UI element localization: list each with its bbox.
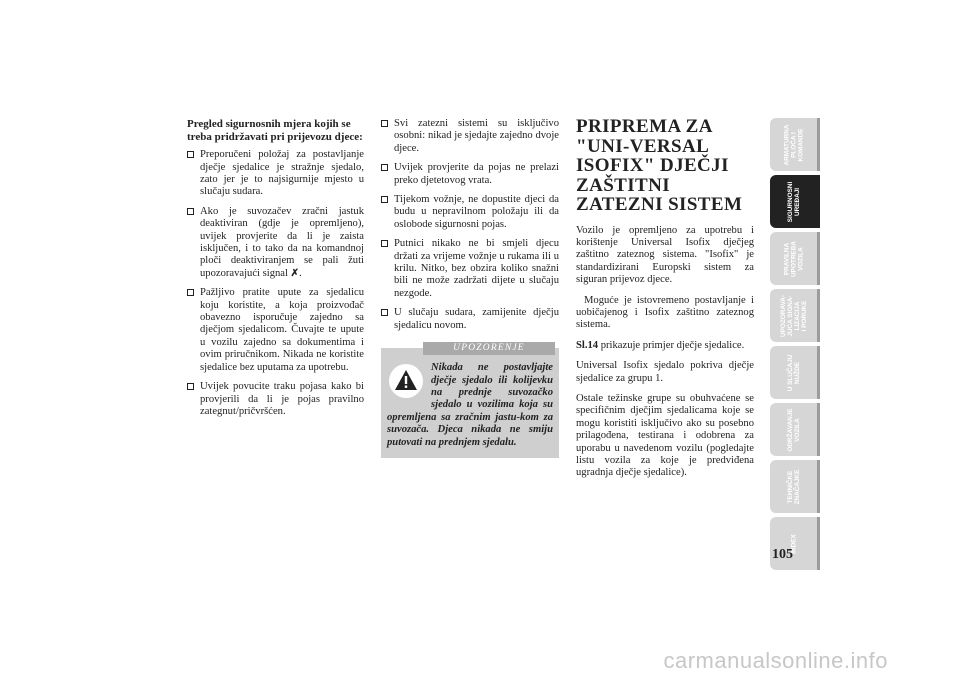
warning-label: UPOZORENJE [423,342,555,355]
list-item [187,206,364,280]
paragraph: Ostale težinske grupe su obuhvaćene se specifičnim dječjim sjedalicama koje se mogu koristiti isključivo ako su posebno prilagođena, testirana i odobrena za uporabu u navedenom vozilu (pogledajte listu vozila za koje je predviđena ugradnja dječje sjedalice). [576,392,754,479]
paragraph: Universal Isofix sjedalo pokriva dječje sjedalice za grupu 1. [576,360,754,384]
list-item: Uvijek povucite traku pojasa kako bi provjerili da li je pojas pravilno zategnut/pričvršćen. [187,381,364,418]
paragraph [576,340,754,352]
tab-instrument-panel[interactable]: ARMATURNA PLOČA I KOMANDE [770,118,820,171]
list-item: Uvijek provjerite da pojas ne prelazi preko djetetovog vrata. [381,162,559,187]
list-item-text: Ako je suvozačev zračni jastuk deaktiviran (gdje je opremljeno), uvijek provjerite da li je zaista isključen, i to tako da na komandnoj ploči deaktiviranjem se pali žuti upozoravajući signal [200,205,364,279]
tab-maintenance[interactable]: ODRŽAVANJE VOZILA [770,403,820,456]
watermark: carmanualsonline.info [663,648,888,673]
list-item: Putnici nikako ne bi smjeli djecu držati za vrijeme vožnje u rukama ili u krilu. Nitko, bez obzira koliko snažni bili ne može zadržati dijete u slučaju nezgode. [381,238,559,300]
list-item: Pažljivo pratite upute za sjedalicu koju koristite, a koja proizvođač obavezno isporučuje zajedno sa dječjom sjedalicom. Čuvajte te upute u vozilu zajedno sa dokumentima i ovim priručnikom. Nikada ne koristite sjedalice bez uputama za upotrebu. [187,287,364,374]
figure-reference: Sl.14 [576,339,599,351]
paragraph: Vozilo je opremljeno za upotrebu i korištenje Universal Isofix dječjeg zaštitno zateznog sistema. "Isofix" je standardizirani Europski sistem za siguran prijevoz djece. [576,224,754,286]
paragraph-text: prikazuje primjer dječje sjedalice. [598,339,745,351]
warning-text: Nikada ne postavljajte dječje sjedalo ili kolijevku na prednje suvozačko sjedalo u vozilima koja su opremljena sa zračnim jastu-kom za suvozača. Djeca nikada ne smiju putovati na prednjem sjedalu. [387,362,553,448]
tab-warnings-messages[interactable]: UPOZORAVA- JUĆA SIGNA- LIZACIJA I PORUKE [770,289,820,342]
column-1 [187,118,364,425]
punctuation: . [299,267,302,279]
paragraph: Moguće je istovremeno postavljanje i uobičajenog i Isofix zaštitno zateznog sistema. [576,294,754,331]
tab-technical-specs[interactable]: TEHNIČKE ZNAČAJKE [770,460,820,513]
tab-index[interactable]: INDEX [770,517,820,570]
tab-correct-use[interactable]: PRAVILNA UPOTREBA VOZILA [770,232,820,285]
section-heading: Pregled sigurnosnih mjera kojih se treba pridržavati pri prijevozu djece: [187,118,363,143]
column-2 [381,118,559,458]
warning-triangle-icon [389,364,423,398]
list-item: Svi zatezni sistemi su isključivo osobni: nikad je sjedajte zajedno dvoje djece. [381,118,559,155]
list-item: U slučaju sudara, zamijenite dječju sjedalicu novom. [381,307,559,332]
airbag-off-icon: ✗ [290,267,300,279]
column-3 [576,118,754,488]
page-number: 105 [772,547,793,562]
tab-emergency[interactable]: U SLUČAJU NUŽDE [770,346,820,399]
tab-safety-devices[interactable]: SIGURNOSNI UREĐAJI [770,175,820,228]
list-item: Tijekom vožnje, ne dopustite djeci da budu u nepravilnom položaju ili da oslobode sigurnosni pojas. [381,194,559,231]
page-title: PRIPREMA ZA "UNI-VERSAL ISOFIX" DJEČJI ZAŠTITNI ZATEZNI SISTEM [576,116,743,215]
list-item: Preporučeni položaj za postavljanje dječje sjedalice je stražnje sjedalo, zato jer je to najsigurnije mjesto u slučaju sudara. [187,149,364,199]
warning-box [381,343,559,458]
